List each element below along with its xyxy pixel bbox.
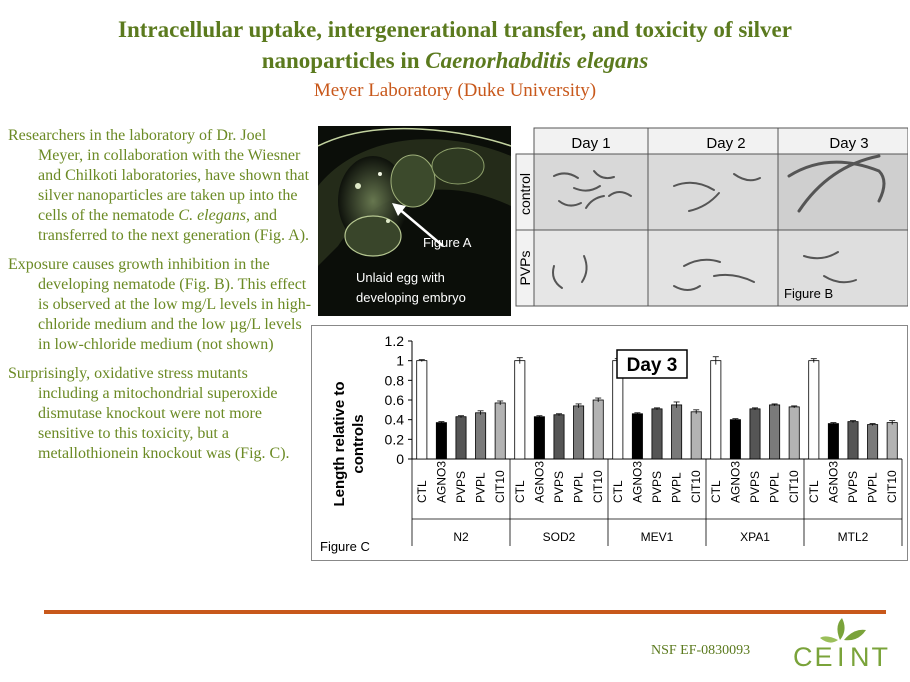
y-tick-label: 0.2 [384, 431, 404, 448]
x-tick-label: PVPS [846, 470, 860, 503]
growth-bar-chart [312, 326, 907, 560]
figure-b-label: Figure B [784, 286, 834, 301]
bar [456, 417, 466, 459]
row-control-label: control [517, 172, 533, 216]
bar [515, 361, 525, 459]
group-label: MEV1 [640, 530, 674, 544]
bar [593, 400, 603, 459]
worm-image-cells [534, 154, 908, 306]
bar [750, 409, 760, 459]
x-tick-label: PVPL [473, 472, 488, 503]
x-tick-label: PVPS [748, 470, 762, 503]
group-label: MTL2 [837, 530, 869, 544]
x-tick-label: CIT10 [493, 470, 508, 503]
x-tick-label: CIT10 [885, 470, 900, 503]
p1-text-a: Researchers in the laboratory of Dr. Joel Meyer, in collaboration with the Wiesner and Chilkoti laboratories, have shown that silver nanoparticles are taken up into the cells of the nematode [8, 127, 310, 224]
body-text [8, 126, 312, 473]
bar [868, 425, 878, 459]
figure-a-label: Figure A [423, 235, 472, 250]
x-tick-label: PVPS [552, 470, 566, 503]
bar [672, 405, 682, 459]
bar [789, 407, 799, 459]
paragraph-2: Exposure causes growth inhibition in the developing nematode (Fig. B). This effect is observed at the low mg/L levels in high-chloride medium and the low µg/L levels in low-chloride medium (not shown) [8, 256, 312, 353]
figure-a-micrograph [318, 126, 511, 316]
x-tick-label: CIT10 [591, 470, 606, 503]
bar [828, 424, 838, 459]
bar [476, 413, 486, 459]
poster-title [0, 14, 910, 76]
y-tick-label: 0.8 [384, 372, 404, 389]
figure-a-caption-2: developing embryo [356, 290, 466, 305]
bar [730, 420, 740, 459]
figure-a-caption-1: Unlaid egg with [356, 270, 445, 285]
bar [652, 409, 662, 459]
figure-b-panel [514, 126, 908, 308]
svg-text:NT: NT [850, 642, 890, 672]
footer-divider [44, 610, 886, 614]
p1-species: C. elegans [178, 207, 246, 224]
svg-text:CE: CE [793, 642, 835, 672]
day-2-header: Day 2 [706, 135, 746, 152]
x-tick-label: AGNO3 [532, 460, 547, 503]
bar [770, 405, 780, 459]
y-tick-label: 0.4 [384, 411, 404, 428]
x-tick-label: AGNO3 [728, 460, 743, 503]
p1-text-b: , and transferred to the next generation (Fig. A). [38, 207, 310, 244]
bar [848, 422, 858, 459]
row-pvps-label: PVPs [517, 250, 533, 286]
bar [887, 423, 897, 459]
ceint-logo [790, 618, 900, 674]
bar [534, 417, 544, 459]
bar [691, 412, 701, 459]
group-label: N2 [453, 530, 469, 544]
title-line-2-text: nanoparticles in [261, 48, 426, 73]
x-tick-label: PVPL [767, 472, 782, 503]
x-tick-label: CTL [610, 480, 625, 503]
bar [417, 361, 427, 459]
paragraph-3: Surprisingly, oxidative stress mutants including a mitochondrial superoxide dismutase knockout were not more sensitive to this toxicity, but a metallothionein knockout was (Fig. C). [8, 365, 290, 462]
x-tick-label: CTL [414, 480, 429, 503]
figure-c-label: Figure C [320, 539, 370, 554]
x-tick-label: CIT10 [689, 470, 704, 503]
y-tick-label: 1.2 [384, 333, 404, 349]
bar [574, 406, 584, 459]
figure-b-grid [514, 126, 908, 308]
x-tick-label: PVPL [571, 472, 586, 503]
bar [436, 423, 446, 459]
y-axis-label-line-2: controls [350, 414, 367, 474]
bar [632, 414, 642, 459]
day-3-header: Day 3 [829, 135, 869, 152]
svg-text:I: I [837, 642, 845, 672]
y-tick-label: 0 [396, 451, 404, 467]
y-axis-label-line-1: Length relative to [331, 381, 348, 507]
ceint-logo-image [790, 618, 900, 674]
lab-subtitle: Meyer Laboratory (Duke University) [313, 80, 597, 101]
day-1-header: Day 1 [571, 135, 611, 152]
bar [711, 361, 721, 459]
x-tick-label: AGNO3 [434, 460, 449, 503]
x-tick-label: CIT10 [787, 470, 802, 503]
grant-number: NSF EF-0830093 [651, 643, 751, 658]
x-tick-label: CTL [708, 480, 723, 503]
group-label: SOD2 [542, 530, 576, 544]
x-tick-label: AGNO3 [630, 460, 645, 503]
bar [809, 361, 819, 459]
x-tick-label: PVPL [669, 472, 684, 503]
bar [495, 403, 505, 459]
paragraph-1 [8, 126, 312, 246]
x-tick-label: PVPL [865, 472, 880, 503]
micrograph-image [318, 126, 511, 316]
title-line-2 [0, 45, 910, 76]
bar [554, 415, 564, 459]
group-label: XPA1 [740, 530, 770, 544]
day-3-annotation: Day 3 [626, 355, 678, 376]
y-tick-label: 0.6 [384, 392, 404, 408]
x-tick-label: PVPS [454, 470, 468, 503]
y-tick-label: 1 [396, 352, 404, 369]
x-tick-label: AGNO3 [826, 460, 841, 503]
species-name: Caenorhabditis elegans [425, 48, 649, 73]
title-line-1: Intracellular uptake, intergenerational transfer, and toxicity of silver [118, 17, 792, 42]
x-tick-label: CTL [512, 480, 527, 503]
figure-c-chart [311, 325, 908, 561]
x-tick-label: CTL [806, 480, 821, 503]
x-tick-label: PVPS [650, 470, 664, 503]
